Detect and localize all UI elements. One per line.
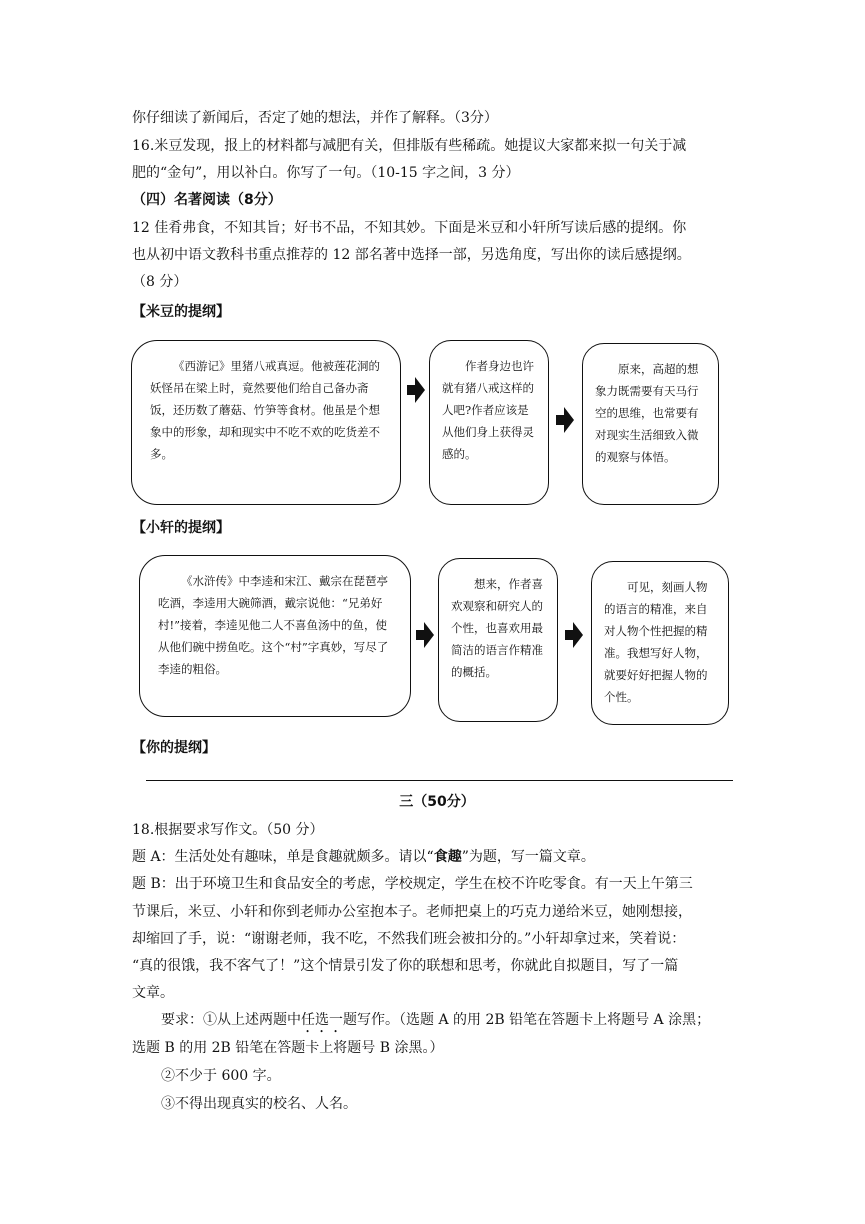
topic-b-line3: 却缩回了手，说：“谢谢老师，我不吃，不然我们班会被扣分的。”小轩却拿过来，笑着说： [132,931,686,947]
q16-line2: 肥的“金句”，用以补白。你写了一句。（10-15 字之间，3 分） [132,165,520,181]
xiaoxuan-box-1: 《水浒传》中李逵和宋江、戴宗在琵琶亭吃酒，李逵用大碗筛酒，戴宗说他：“兄弟好村!”接着，李逵见他二人不喜鱼汤中的鱼，使从他们碗中捞鱼吃。这个“村”字真妙，写尽了李逵的粗俗。 [139,555,411,717]
topic-a-title: 食趣 [433,849,462,865]
section-divider [146,780,733,781]
arrow-right-icon [556,407,574,433]
topic-b-line1: 题 B：出于环境卫生和食品安全的考虑，学校规定，学生在校不许吃零食。有一天上午第三 [132,876,693,892]
arrow-right-icon [565,622,583,648]
arrow-right-icon [416,622,434,648]
xiaoxuan-box-2: 想来，作者喜欢观察和研究人的个性，也喜欢用最简洁的语言作精准的概括。 [438,558,558,722]
topic-a: 题 A：生活处处有趣味，单是食趣就颇多。请以“食趣”为题，写一篇文章。 [132,849,595,865]
midou-label: 【米豆的提纲】 [132,304,230,320]
requirement-1: 要求：①从上述两题中任选一题写作。（选题 A 的用 2B 铅笔在答题卡上将题号 A 涂黑； [161,1012,711,1028]
topic-b-line2: 节课后，米豆、小轩和你到老师办公室抱本子。老师把桌上的巧克力递给米豆，她刚想接， [132,904,692,920]
topic-b-line4: “真的很饿，我不客气了！”这个情景引发了你的联想和思考，你就此自拟题目，写了一篇 [132,958,679,974]
midou-box-2: 作者身边也许就有猪八戒这样的人吧?作者应该是从他们身上获得灵感的。 [429,340,549,505]
part3-heading: 三（50分） [399,794,475,810]
q16-line1: 16.米豆发现，报上的材料都与减肥有关，但排版有些稀疏。她提议大家都来拟一句关于减 [132,138,687,154]
xiaoxuan-box-3: 可见，刻画人物的语言的精准，来自对人物个性把握的精准。我想写好人物，就要好好把握人物的个性。 [591,561,729,725]
xiaoxuan-label: 【小轩的提纲】 [132,520,230,536]
requirement-2: ②不少于 600 字。 [161,1068,281,1084]
section4-line3: （8 分） [132,274,188,290]
emphasis-text: 任选一 [301,1012,343,1028]
q18-line: 18.根据要求写作文。（50 分） [132,822,324,838]
q15-tail: 你仔细读了新闻后，否定了她的想法，并作了解释。（3分） [132,110,498,126]
section4-line2: 也从初中语文教科书重点推荐的 12 部名著中选择一部，另选角度，写出你的读后感提纲。 [132,247,691,263]
midou-box-1: 《西游记》里猪八戒真逗。他被莲花洞的妖怪吊在梁上时，竟然要他们给自己备办斋饭，还历数了蘑菇、竹笋等食材。他虽是个想象中的形象，却和现实中不吃不欢的吃货差不多。 [131,340,401,505]
arrow-right-icon [407,377,425,403]
yours-label: 【你的提纲】 [132,740,216,756]
section4-heading: （四）名著阅读（8分） [132,192,282,208]
requirement-1-line2: 选题 B 的用 2B 铅笔在答题卡上将题号 B 涂黑。） [132,1040,444,1056]
section4-line1: 12 佳肴弗食，不知其旨；好书不品，不知其妙。下面是米豆和小轩所写读后感的提纲。你 [132,220,687,236]
requirement-3: ③不得出现真实的校名、人名。 [161,1096,357,1112]
midou-box-3: 原来，高超的想象力既需要有天马行空的思维，也常要有对现实生活细致入微的观察与体悟。 [582,343,719,505]
topic-b-line5: 文章。 [132,985,174,1001]
